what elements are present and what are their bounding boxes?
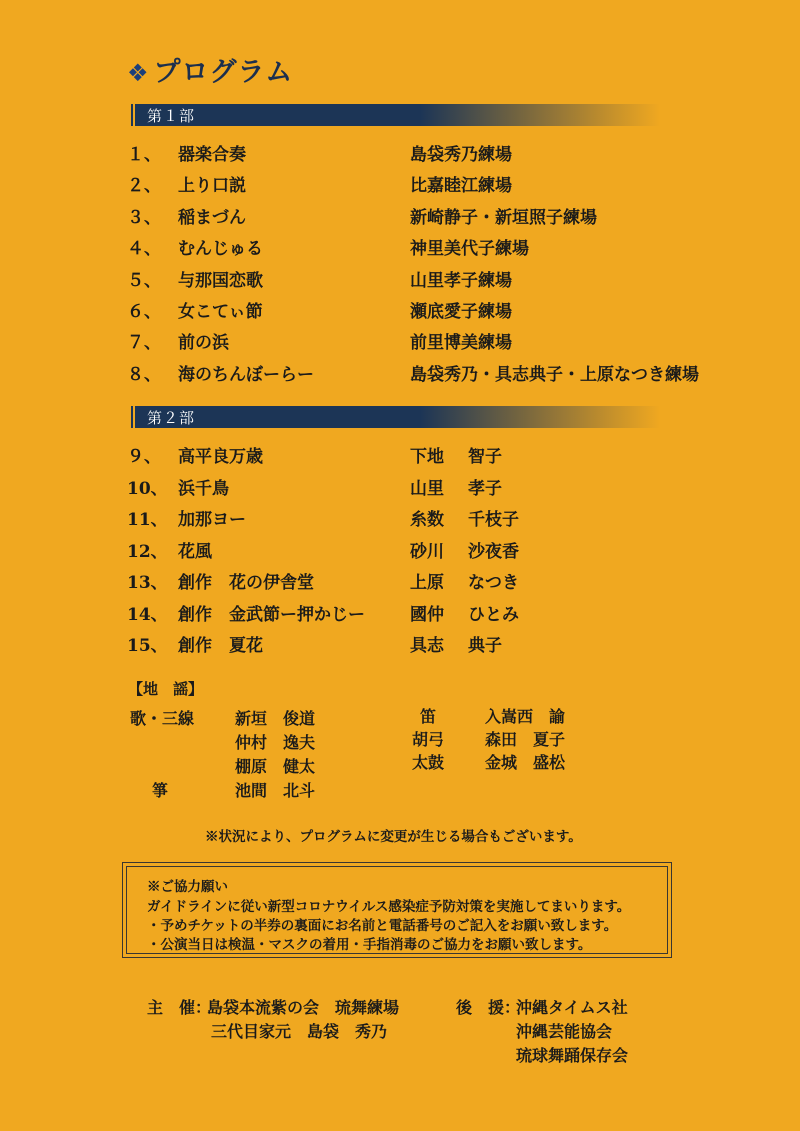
program-title: 創作 夏花 xyxy=(178,636,263,656)
program-number: 14、 xyxy=(127,604,168,625)
program-title: 海のちんぼーらー xyxy=(178,364,314,385)
performer-surname: 上原 xyxy=(410,573,444,593)
program-number: ５、 xyxy=(127,270,161,291)
program-performer xyxy=(410,537,519,562)
performer-given-name: 千枝子 xyxy=(468,510,519,530)
cooperation-heading: ※ご協力願い xyxy=(147,879,228,895)
organizer: 島袋本流紫の会 琉舞練場 xyxy=(207,998,400,1017)
performer-given-name: 智子 xyxy=(468,447,502,467)
uta-name-3: 棚原 健太 xyxy=(235,757,316,776)
uta-label: 歌・三線 xyxy=(130,709,195,728)
program-number: 13、 xyxy=(127,573,168,593)
program-number: ７、 xyxy=(127,333,161,354)
kokyu-label: 胡弓 xyxy=(412,730,445,749)
performer-given-name: ひとみ xyxy=(468,604,519,625)
program-number: １、 xyxy=(127,145,161,165)
uta-name-2: 仲村 逸夫 xyxy=(235,733,316,752)
program-performer xyxy=(410,600,519,625)
program-number: ２、 xyxy=(127,176,161,197)
program-title: 高平良万歳 xyxy=(178,447,263,467)
support-label: 後 援： xyxy=(456,998,521,1017)
program-number: ８、 xyxy=(127,364,161,385)
ornament-icon: ❖ xyxy=(127,59,150,87)
performer-surname: 砂川 xyxy=(410,541,444,562)
program-title: 加那ヨー xyxy=(178,510,246,530)
program-title: 稲まづん xyxy=(178,207,246,228)
part1-label: 第１部 xyxy=(147,107,196,125)
cooperation-box xyxy=(122,862,672,958)
program-title: 器楽合奏 xyxy=(178,145,246,165)
program-performer: 島袋秀乃練場 xyxy=(410,145,512,165)
supporter-3: 琉球舞踊保存会 xyxy=(516,1046,629,1065)
program-performer: 神里美代子練場 xyxy=(410,239,529,260)
cooperation-line-2: ・予めチケットの半券の裏面にお名前と電話番号のご記入をお願い致します。 xyxy=(147,918,618,934)
fue-label: 笛 xyxy=(420,707,437,726)
program-performer: 比嘉睦江練場 xyxy=(410,176,512,197)
performer-surname: 下地 xyxy=(410,447,444,467)
page-title: ❖ プログラム xyxy=(127,57,294,88)
program-performer xyxy=(410,631,502,656)
cooperation-line-3: ・公演当日は検温・マスクの着用・手指消毒のご協力をお願い致します。 xyxy=(147,937,592,953)
program-number: ９、 xyxy=(127,447,161,467)
program-performer xyxy=(410,442,502,467)
program-title: 与那国恋歌 xyxy=(178,270,263,291)
program-performer xyxy=(410,505,519,530)
performer-given-name: 沙夜香 xyxy=(468,541,519,562)
part2-header xyxy=(127,406,660,428)
program-performer: 新崎静子・新垣照子練場 xyxy=(410,207,597,228)
change-note: ※状況により、プログラムに変更が生じる場合もございます。 xyxy=(205,829,582,845)
organizer-label: 主 催： xyxy=(147,998,212,1017)
program-title: 創作 金武節ー押かじー xyxy=(178,604,365,625)
program-performer xyxy=(410,474,502,499)
program-performer: 前里博美練場 xyxy=(410,333,512,354)
program-title: むんじゅる xyxy=(178,239,263,260)
performer-surname: 糸数 xyxy=(410,510,444,530)
uta-name-1: 新垣 俊道 xyxy=(235,709,316,728)
program-title: 浜千鳥 xyxy=(178,478,229,499)
taiko-name: 金城 盛松 xyxy=(485,753,566,772)
program-title: 前の浜 xyxy=(178,333,229,354)
performer-surname: 山里 xyxy=(410,478,444,499)
performer-surname: 國仲 xyxy=(410,604,444,625)
program-title: 上り口説 xyxy=(178,176,246,197)
jiutai-heading: 【地 謡】 xyxy=(128,680,204,698)
program-title: 花風 xyxy=(178,541,212,562)
program-performer: 島袋秀乃・具志典子・上原なつき練場 xyxy=(410,364,699,385)
program-number: ４、 xyxy=(127,239,161,260)
program-performer xyxy=(410,568,519,593)
organizer-iemoto: 三代目家元 島袋 秀乃 xyxy=(211,1022,388,1041)
program-number: ６、 xyxy=(127,302,161,322)
part1-header xyxy=(127,104,660,126)
program-performer: 瀬底愛子練場 xyxy=(410,302,512,322)
performer-given-name: 典子 xyxy=(468,636,502,656)
program-performer: 山里孝子練場 xyxy=(410,270,512,291)
fue-name: 入嵩西 諭 xyxy=(485,707,566,726)
taiko-label: 太鼓 xyxy=(412,753,445,772)
supporter-1: 沖縄タイムス社 xyxy=(516,998,628,1017)
program-number: 12、 xyxy=(127,541,168,562)
program-number: 11、 xyxy=(127,510,168,530)
koto-label: 箏 xyxy=(152,781,169,800)
performer-surname: 具志 xyxy=(410,636,444,656)
program-number: ３、 xyxy=(127,207,161,228)
cooperation-line-1: ガイドラインに従い新型コロナウイルス感染症予防対策を実施してまいります。 xyxy=(147,899,631,915)
program-title: 女こてぃ節 xyxy=(178,302,263,322)
supporter-2: 沖縄芸能協会 xyxy=(516,1022,613,1041)
program-title: 創作 花の伊舎堂 xyxy=(178,573,314,593)
performer-given-name: なつき xyxy=(468,573,519,593)
koto-name: 池間 北斗 xyxy=(235,781,316,800)
program-number: 15、 xyxy=(127,636,168,656)
kokyu-name: 森田 夏子 xyxy=(485,730,566,749)
performer-given-name: 孝子 xyxy=(468,478,502,499)
program-number: 10、 xyxy=(127,478,168,499)
part2-label: 第２部 xyxy=(147,409,196,427)
